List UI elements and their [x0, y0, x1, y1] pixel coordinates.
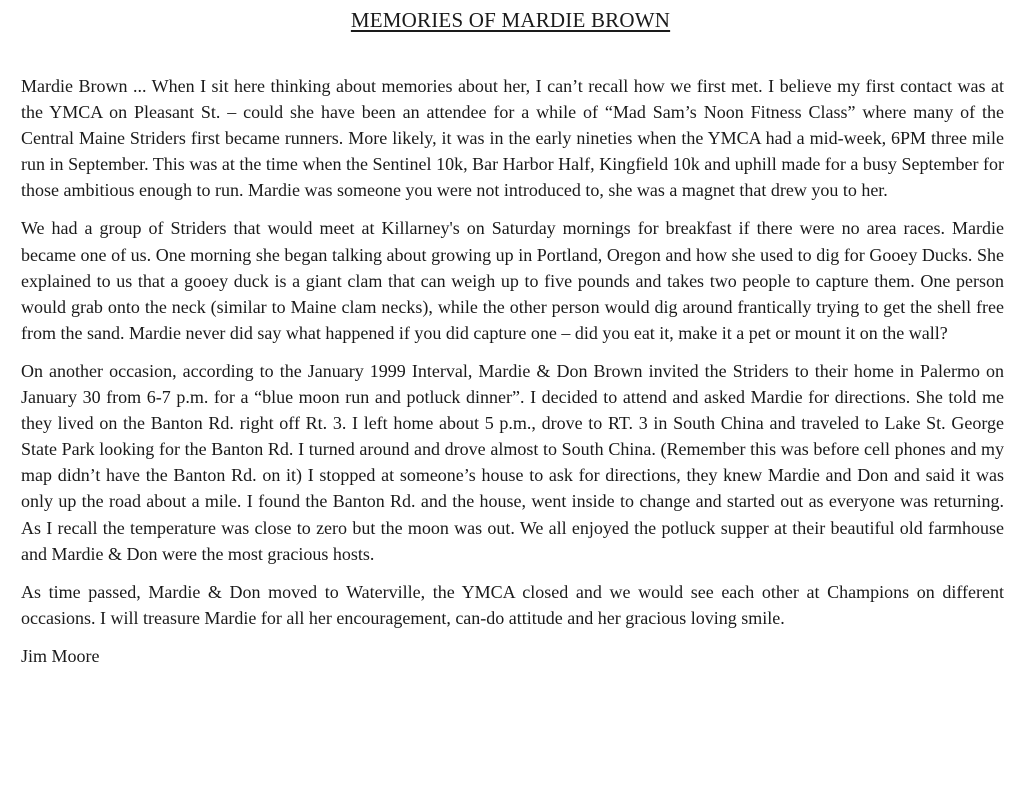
page-title: MEMORIES OF MARDIE BROWN — [350, 8, 671, 32]
paragraph-blue-moon-run: On another occasion, according to the January 1999 Interval, Mardie & Don Brown invited the Striders to their home in Palermo on January 30 from 6-7 p.m. for a “blue moon run and potluck dinner”. I decided to attend and asked Mardie for directions. She told me they lived on the Banton Rd. right off Rt. 3. I left home about 5 p.m., drove to RT. 3 in South China and traveled to Lake St. George State Park looking for the Banton Rd. I turned around and drove almost to South China. (Remember this was before cell phones and my map didn’t have the Banton Rd. on it) I stopped at someone’s house to ask for directions, they knew Mardie and Don and said it was only up the road about a mile. I found the Banton Rd. and the house, went inside to change and started out as everyone was returning. As I recall the temperature was close to zero but the moon was out. We all enjoyed the potluck supper at their beautiful old farmhouse and Mardie & Don were the most gracious hosts. — [21, 360, 1004, 564]
author-signature: Jim Moore — [21, 645, 100, 666]
article-body — [21, 73, 1004, 669]
paragraph-closing: As time passed, Mardie & Don moved to Waterville, the YMCA closed and we would see each other at Champions on different occasions. I will treasure Mardie for all her encouragement, can-do attitude and her gracious loving smile. — [21, 581, 1004, 628]
paragraph-first-memories: Mardie Brown ... When I sit here thinking about memories about her, I can’t recall how we first met. I believe my first contact was at the YMCA on Pleasant St. – could she have been an attendee for a while of “Mad Sam’s Noon Fitness Class” where many of the Central Maine Striders first became runners. More likely, it was in the early nineties when the YMCA had a mid-week, 6PM three mile run in September. This was at the time when the Sentinel 10k, Bar Harbor Half, Kingfield 10k and uphill made for a busy September for those ambitious enough to run. Mardie was someone you were not introduced to, she was a magnet that drew you to her. — [21, 76, 1004, 201]
paragraph-gooey-ducks: We had a group of Striders that would meet at Killarney's on Saturday mornings for breakfast if there were no area races. Mardie became one of us. One morning she began talking about growing up in Portland, Oregon and how she used to dig for Gooey Ducks. She explained to us that a gooey duck is a giant clam that can weigh up to five pounds and takes two people to capture them. One person would grab onto the neck (similar to Maine clam necks), while the other person would dig around frantically trying to get the shell free from the sand. Mardie never did say what happened if you did capture one – did you eat it, make it a pet or mount it on the wall? — [21, 218, 1004, 343]
